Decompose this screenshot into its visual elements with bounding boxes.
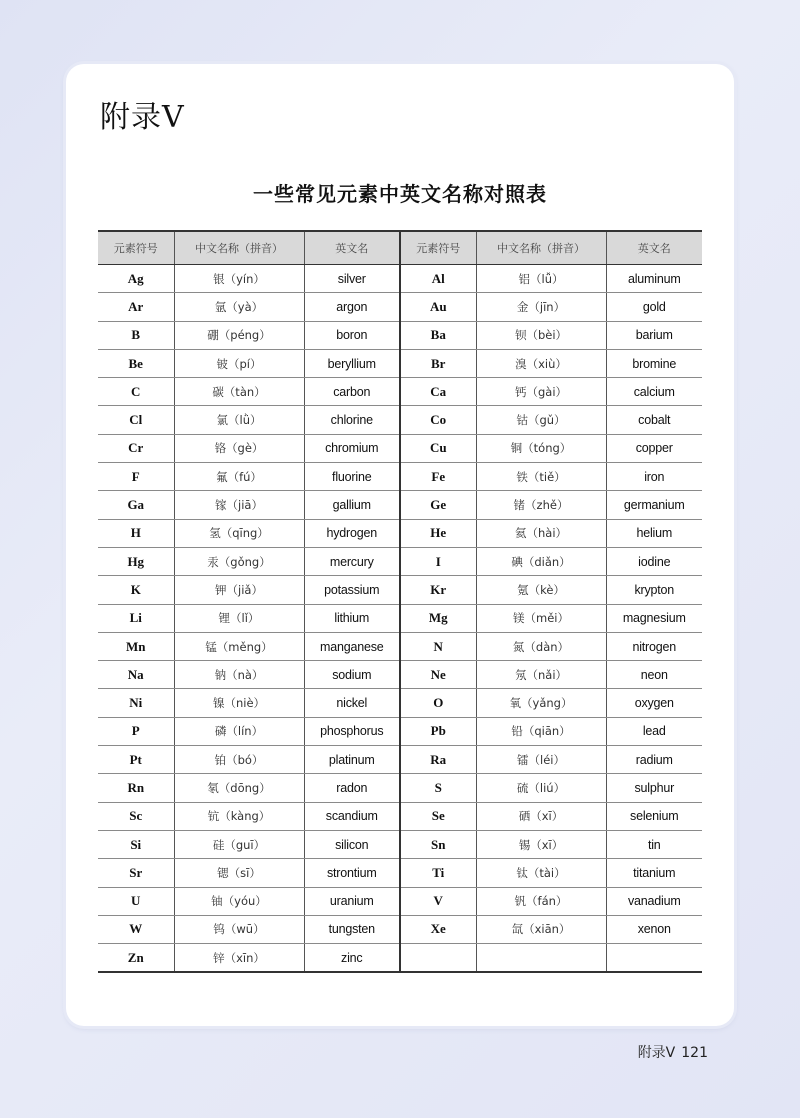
- english-name: uranium: [304, 887, 400, 915]
- chinese-name: 钨（wū）: [174, 915, 304, 943]
- table-row: [98, 434, 702, 462]
- english-name: xenon: [606, 915, 702, 943]
- english-name: scandium: [304, 802, 400, 830]
- element-symbol: W: [98, 915, 174, 943]
- table-row: [98, 265, 702, 293]
- element-symbol: S: [400, 774, 476, 802]
- chinese-name: 氮（dàn）: [476, 632, 606, 660]
- appendix-title: 附录Ⅴ: [100, 100, 185, 135]
- english-name: chromium: [304, 434, 400, 462]
- element-symbol: Xe: [400, 915, 476, 943]
- element-symbol: Ra: [400, 746, 476, 774]
- english-name: bromine: [606, 349, 702, 377]
- element-symbol: Sn: [400, 830, 476, 858]
- english-name: tungsten: [304, 915, 400, 943]
- english-name: calcium: [606, 378, 702, 406]
- element-symbol: B: [98, 321, 174, 349]
- table-row: [98, 689, 702, 717]
- chinese-name: 锶（sī）: [174, 859, 304, 887]
- element-symbol: Kr: [400, 576, 476, 604]
- english-name: argon: [304, 293, 400, 321]
- table-row: [98, 293, 702, 321]
- element-symbol: C: [98, 378, 174, 406]
- element-symbol: Hg: [98, 547, 174, 575]
- table-row: [98, 547, 702, 575]
- chinese-name: 硼（péng）: [174, 321, 304, 349]
- english-name: platinum: [304, 746, 400, 774]
- table-row: [98, 604, 702, 632]
- element-symbol: N: [400, 632, 476, 660]
- chinese-name: 镭（léi）: [476, 746, 606, 774]
- element-symbol: O: [400, 689, 476, 717]
- element-symbol: Cl: [98, 406, 174, 434]
- table-body: [98, 265, 702, 973]
- english-name: iodine: [606, 547, 702, 575]
- element-symbol: Br: [400, 349, 476, 377]
- english-name: gold: [606, 293, 702, 321]
- element-symbol: Ar: [98, 293, 174, 321]
- element-symbol: Cu: [400, 434, 476, 462]
- header-chinese-name: 中文名称（拼音）: [476, 231, 606, 265]
- english-name: chlorine: [304, 406, 400, 434]
- header-symbol: 元素符号: [400, 231, 476, 265]
- chinese-name: 铂（bó）: [174, 746, 304, 774]
- element-symbol: Ge: [400, 491, 476, 519]
- table-row: [98, 519, 702, 547]
- page-number: 121: [681, 1045, 708, 1061]
- element-symbol: Cr: [98, 434, 174, 462]
- english-name: nitrogen: [606, 632, 702, 660]
- element-symbol: H: [98, 519, 174, 547]
- element-symbol: Ba: [400, 321, 476, 349]
- english-name: potassium: [304, 576, 400, 604]
- english-name: sodium: [304, 661, 400, 689]
- chinese-name: 铜（tóng）: [476, 434, 606, 462]
- chinese-name: 锂（lǐ）: [174, 604, 304, 632]
- chinese-name: 钾（jiǎ）: [174, 576, 304, 604]
- element-symbol: I: [400, 547, 476, 575]
- english-name: tin: [606, 830, 702, 858]
- chinese-name: 镍（niè）: [174, 689, 304, 717]
- table-row: [98, 802, 702, 830]
- english-name: gallium: [304, 491, 400, 519]
- chinese-name: 铝（lǚ）: [476, 265, 606, 293]
- english-name: manganese: [304, 632, 400, 660]
- element-symbol: Fe: [400, 463, 476, 491]
- chinese-name: 硫（liú）: [476, 774, 606, 802]
- english-name: neon: [606, 661, 702, 689]
- english-name: strontium: [304, 859, 400, 887]
- element-symbol: Se: [400, 802, 476, 830]
- chinese-name: 钴（gǔ）: [476, 406, 606, 434]
- table-row: [98, 406, 702, 434]
- table-row: [98, 830, 702, 858]
- header-symbol: 元素符号: [98, 231, 174, 265]
- table-row: [98, 915, 702, 943]
- english-name: [606, 944, 702, 973]
- chinese-name: 氩（yà）: [174, 293, 304, 321]
- english-name: germanium: [606, 491, 702, 519]
- english-name: silicon: [304, 830, 400, 858]
- chinese-name: 氧（yǎng）: [476, 689, 606, 717]
- english-name: phosphorus: [304, 717, 400, 745]
- english-name: titanium: [606, 859, 702, 887]
- english-name: oxygen: [606, 689, 702, 717]
- element-symbol: K: [98, 576, 174, 604]
- chinese-name: 汞（gǒng）: [174, 547, 304, 575]
- table-row: [98, 746, 702, 774]
- element-symbol: [400, 944, 476, 973]
- table-row: [98, 349, 702, 377]
- table-row: [98, 774, 702, 802]
- chinese-name: 氢（qīng）: [174, 519, 304, 547]
- english-name: helium: [606, 519, 702, 547]
- element-symbol: Na: [98, 661, 174, 689]
- header-row: [98, 231, 702, 265]
- english-name: iron: [606, 463, 702, 491]
- chinese-name: 硅（guī）: [174, 830, 304, 858]
- chinese-name: 钠（nà）: [174, 661, 304, 689]
- element-symbol: Ga: [98, 491, 174, 519]
- chinese-name: 碳（tàn）: [174, 378, 304, 406]
- element-symbol: Co: [400, 406, 476, 434]
- english-name: fluorine: [304, 463, 400, 491]
- english-name: cobalt: [606, 406, 702, 434]
- table-row: [98, 661, 702, 689]
- english-name: boron: [304, 321, 400, 349]
- table-row: [98, 378, 702, 406]
- chinese-name: 氪（kè）: [476, 576, 606, 604]
- chinese-name: 硒（xī）: [476, 802, 606, 830]
- chinese-name: 银（yín）: [174, 265, 304, 293]
- english-name: vanadium: [606, 887, 702, 915]
- chinese-name: 氙（xiān）: [476, 915, 606, 943]
- element-symbol: Mn: [98, 632, 174, 660]
- english-name: nickel: [304, 689, 400, 717]
- element-symbol: Ne: [400, 661, 476, 689]
- table-row: [98, 491, 702, 519]
- element-symbol: Zn: [98, 944, 174, 973]
- header-chinese-name: 中文名称（拼音）: [174, 231, 304, 265]
- chinese-name: 镁（měi）: [476, 604, 606, 632]
- chinese-name: 铀（yóu）: [174, 887, 304, 915]
- table-row: [98, 576, 702, 604]
- chinese-name: 铍（pí）: [174, 349, 304, 377]
- element-symbol: U: [98, 887, 174, 915]
- element-symbol: Rn: [98, 774, 174, 802]
- page-footer: [638, 1042, 708, 1062]
- footer-label: 附录Ⅴ: [637, 1045, 676, 1061]
- table-row: [98, 463, 702, 491]
- chinese-name: 锰（měng）: [174, 632, 304, 660]
- english-name: hydrogen: [304, 519, 400, 547]
- element-symbol: V: [400, 887, 476, 915]
- element-symbol: Si: [98, 830, 174, 858]
- element-symbol: Ti: [400, 859, 476, 887]
- table-row: [98, 632, 702, 660]
- element-symbol: Ni: [98, 689, 174, 717]
- english-name: radium: [606, 746, 702, 774]
- table-row: [98, 859, 702, 887]
- chinese-name: 锌（xīn）: [174, 944, 304, 973]
- element-symbol: P: [98, 717, 174, 745]
- element-symbol: Be: [98, 349, 174, 377]
- english-name: silver: [304, 265, 400, 293]
- chinese-name: 碘（diǎn）: [476, 547, 606, 575]
- element-symbol: Sc: [98, 802, 174, 830]
- english-name: lead: [606, 717, 702, 745]
- chinese-name: 锡（xī）: [476, 830, 606, 858]
- element-symbol: F: [98, 463, 174, 491]
- english-name: mercury: [304, 547, 400, 575]
- chinese-name: 氯（lǜ）: [174, 406, 304, 434]
- table-row: [98, 717, 702, 745]
- english-name: copper: [606, 434, 702, 462]
- chinese-name: 氟（fú）: [174, 463, 304, 491]
- chinese-name: 铅（qiān）: [476, 717, 606, 745]
- page-card: [66, 64, 734, 1026]
- header-english-name: 英文名: [304, 231, 400, 265]
- element-symbol: Mg: [400, 604, 476, 632]
- english-name: zinc: [304, 944, 400, 973]
- english-name: radon: [304, 774, 400, 802]
- chinese-name: 氦（hài）: [476, 519, 606, 547]
- chinese-name: 钪（kàng）: [174, 802, 304, 830]
- english-name: beryllium: [304, 349, 400, 377]
- chinese-name: 镓（jiā）: [174, 491, 304, 519]
- element-symbol: Al: [400, 265, 476, 293]
- chinese-name: 金（jīn）: [476, 293, 606, 321]
- english-name: lithium: [304, 604, 400, 632]
- element-symbol: Pb: [400, 717, 476, 745]
- element-symbol: Ag: [98, 265, 174, 293]
- element-symbol: Ca: [400, 378, 476, 406]
- element-symbol: Sr: [98, 859, 174, 887]
- english-name: magnesium: [606, 604, 702, 632]
- chinese-name: 钒（fán）: [476, 887, 606, 915]
- table-row: [98, 944, 702, 973]
- chinese-name: 钛（tài）: [476, 859, 606, 887]
- english-name: barium: [606, 321, 702, 349]
- chinese-name: 钙（gài）: [476, 378, 606, 406]
- english-name: aluminum: [606, 265, 702, 293]
- chinese-name: 氡（dōng）: [174, 774, 304, 802]
- chinese-name: 氖（nǎi）: [476, 661, 606, 689]
- element-symbol: Au: [400, 293, 476, 321]
- english-name: carbon: [304, 378, 400, 406]
- chinese-name: 锗（zhě）: [476, 491, 606, 519]
- chinese-name: [476, 944, 606, 973]
- element-names-table: [98, 230, 702, 973]
- chinese-name: 溴（xiù）: [476, 349, 606, 377]
- chinese-name: 钡（bèi）: [476, 321, 606, 349]
- table-row: [98, 887, 702, 915]
- chinese-name: 磷（lín）: [174, 717, 304, 745]
- chinese-name: 铁（tiě）: [476, 463, 606, 491]
- header-english-name: 英文名: [606, 231, 702, 265]
- element-symbol: Pt: [98, 746, 174, 774]
- element-symbol: He: [400, 519, 476, 547]
- table-title: 一些常见元素中英文名称对照表: [253, 182, 547, 206]
- element-symbol: Li: [98, 604, 174, 632]
- english-name: sulphur: [606, 774, 702, 802]
- table-row: [98, 321, 702, 349]
- table-header: [98, 231, 702, 265]
- chinese-name: 铬（gè）: [174, 434, 304, 462]
- english-name: krypton: [606, 576, 702, 604]
- english-name: selenium: [606, 802, 702, 830]
